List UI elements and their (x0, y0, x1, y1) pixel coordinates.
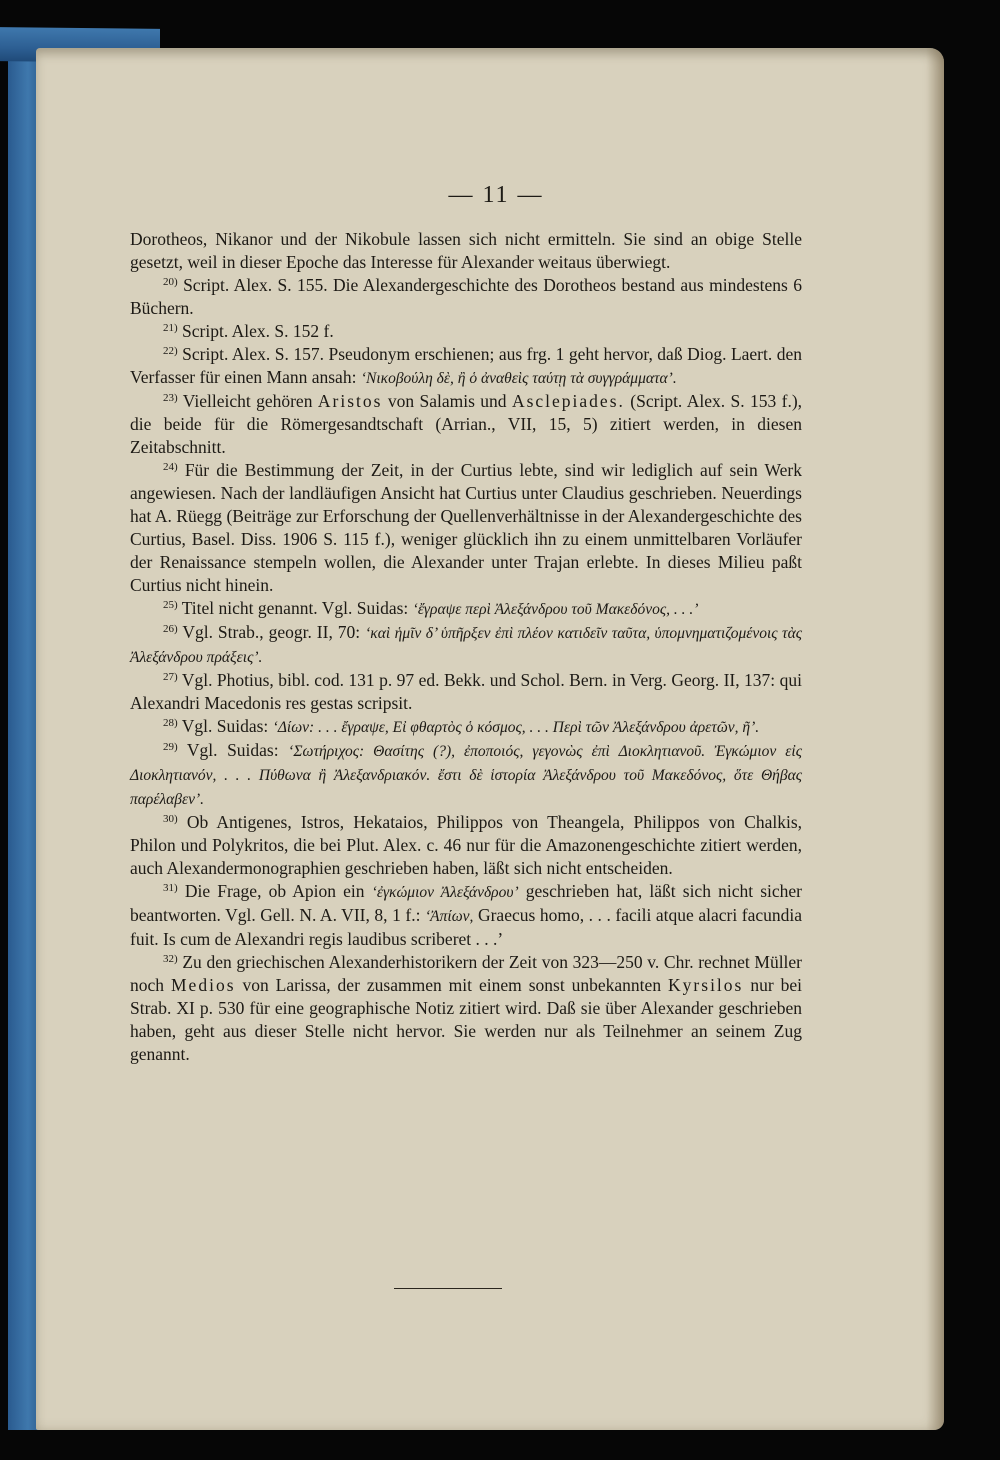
footnote-text: Zu den griechischen Alexanderhistorikern der Zeit von 323—250 v. Chr. rechnet Müller noch (130, 952, 803, 995)
footnote-text: Script. Alex. S. 157. Pseudonym erschienen; aus frg. 1 geht hervor, daß Diog. Laert. den Verfasser für einen Mann ansah: (130, 344, 802, 387)
footnote-23 (130, 390, 802, 459)
footnote-text: (Script. Alex. S. 153 f.), die beide für die Römergesandtschaft (Arrian., VII, 15, 5) zitiert werden, in diesen Zeitabschnitt. (130, 391, 803, 457)
greek-quote: ‘Σωτήριχος: Θασίτης (?), ἐποποιός, γεγονὼς ἐπὶ Διοκλητιανοῦ. Ἐγκώμιον εἰς Διοκλητιανόν, . . . Πύθωνα ἢ Ἀλεξανδριακόν. ἔστι δὲ ἱστορία Ἀλεξάνδρου τοῦ Μακεδόνος, ὅτε Θήβας παρέλαβεν’. (130, 743, 803, 808)
greek-quote: ‘ἔγραψε περὶ Ἀλεξάνδρου τοῦ Μακεδόνος, . . .’ (412, 601, 699, 618)
footnote-number: 31) (163, 882, 178, 894)
greek-quote: ‘ἐγκώμιον Ἀλεξάνδρου’ (371, 884, 519, 901)
footnote-21 (130, 320, 802, 343)
footnote-number: 29) (163, 741, 178, 753)
page-edge-shadow (926, 48, 944, 1430)
footnote-number: 20) (163, 276, 178, 288)
footnote-text: geschrieben hat, läßt sich nicht sicher beantworten. Vgl. Gell. N. A. VII, 8, 1 f.: (130, 881, 802, 925)
footnote-text: Titel nicht genannt. Vgl. Suidas: (181, 598, 409, 618)
footnote-text: Script. Alex. S. 155. Die Alexandergeschichte des Dorotheos bestand aus mindestens 6 Büchern. (130, 275, 802, 318)
footnote-20 (130, 274, 802, 320)
page-number: — 11 — (448, 182, 544, 208)
page-text (130, 228, 802, 1066)
book-page (36, 48, 944, 1430)
footnote-number: 25) (163, 599, 178, 611)
footnote-text: Vgl. Suidas: (181, 716, 269, 736)
footnote-26 (130, 621, 802, 669)
footnote-text: Für die Bestimmung der Zeit, in der Curtius lebte, sind wir lediglich auf sein Werk angewiesen. Nach der landläufigen Ansicht hat Curtius unter Claudius geschrieben. Neuerdings hat A. Rüegg (Beiträge zur Erforschung der Quellenverhältnisse in der Alexandergeschichte des Curtius, Basel. Diss. 1906 S. 115 f.), weniger glücklich ihn zu einem unmittelbaren Vorläufer der Renaissance stempeln wollen, die Alexander unter Trajan erlebte. In dieses Milieu paßt Curtius nicht hinein. (130, 460, 803, 595)
footnote-32 (130, 951, 802, 1066)
footnote-number: 28) (163, 717, 178, 729)
footnote-22 (130, 343, 802, 390)
footnote-text: Vgl. Photius, bibl. cod. 131 p. 97 ed. Bekk. und Schol. Bern. in Verg. Georg. II, 137: qui Alexandri Macedonis res gestas scripsit. (130, 670, 802, 713)
footnote-text: nur bei Strab. XI p. 530 für eine geographische Notiz zitiert wird. Daß sie über Alexander geschrieben haben, geht aus dieser Stelle nicht hervor. Sie werden nur als Teilnehmer an seinem Zug genannt. (130, 975, 803, 1064)
footnote-text: Die Frage, ob Apion ein (184, 881, 365, 901)
footnote-number: 22) (163, 345, 178, 357)
footnote-text: Vgl. Suidas: (186, 740, 279, 760)
footnote-text: Script. Alex. S. 152 f. (182, 321, 334, 341)
intro-paragraph: Dorotheos, Nikanor und der Nikobule lassen sich nicht ermitteln. Sie sind an obige Stelle gesetzt, weil in dieser Epoche das Interesse für Alexander weitaus überwiegt. (130, 229, 802, 272)
footnote-text: Graecus homo, . . . facili atque alacri facundia fuit. Is cum de Alexandri regis laudibus scriberet . . .’ (130, 905, 803, 949)
footnote-text: Vgl. Strab., geogr. II, 70: (182, 622, 361, 642)
footnote-text: Vielleicht gehören (182, 391, 313, 411)
closing-rule (394, 1288, 502, 1289)
footnote-30 (130, 811, 802, 880)
footnote-24 (130, 459, 802, 597)
spaced-name: Kyrsilos (668, 975, 744, 995)
spaced-name: Aristos (317, 391, 383, 411)
footnote-text: von Larissa, der zusammen mit einem sonst unbekannten (242, 975, 662, 995)
spaced-name: Medios (171, 975, 236, 995)
footnote-25 (130, 597, 802, 621)
footnote-number: 27) (163, 671, 178, 683)
footnote-number: 23) (163, 392, 178, 404)
greek-quote: ‘Δίων: . . . ἔγραψε, Εἰ φθαρτὸς ὁ κόσμος, . . . Περὶ τῶν Ἀλεξάνδρου ἀρετῶν, ῆ’. (272, 719, 760, 736)
footnote-text: von Salamis und (387, 391, 507, 411)
footnote-number: 21) (163, 322, 178, 334)
footnote-number: 30) (163, 813, 178, 825)
footnote-31 (130, 880, 802, 951)
greek-quote: ‘Νικοβούλη δὲ, ἢ ὁ ἀναθεὶς ταύτῃ τὰ συγγράμματα’. (360, 370, 677, 387)
greek-quote: ‘καὶ ἡμῖν δ’ ὑπῆρξεν ἐπὶ πλέον κατιδεῖν ταῦτα, ὑπομνηματιζομένοις τὰς Ἀλεξάνδρου πράξεις’. (130, 625, 802, 666)
greek-quote: ‘Ἀπίων, (425, 908, 474, 925)
footnote-28 (130, 715, 802, 739)
footnote-27 (130, 669, 802, 715)
footnote-number: 26) (163, 623, 178, 635)
footnote-number: 24) (163, 461, 178, 473)
footnote-29 (130, 739, 802, 811)
spaced-name: Asclepiades. (511, 391, 625, 411)
footnote-text: Ob Antigenes, Istros, Hekataios, Philippos von Theangela, Philippos von Chalkis, Philon und Polykritos, die bei Plut. Alex. c. 46 nur für die Amazonengeschichte zitiert werden, auch Alexandermonographien geschrieben haben, läßt sich nicht entscheiden. (130, 812, 803, 878)
footnote-number: 32) (163, 953, 178, 965)
